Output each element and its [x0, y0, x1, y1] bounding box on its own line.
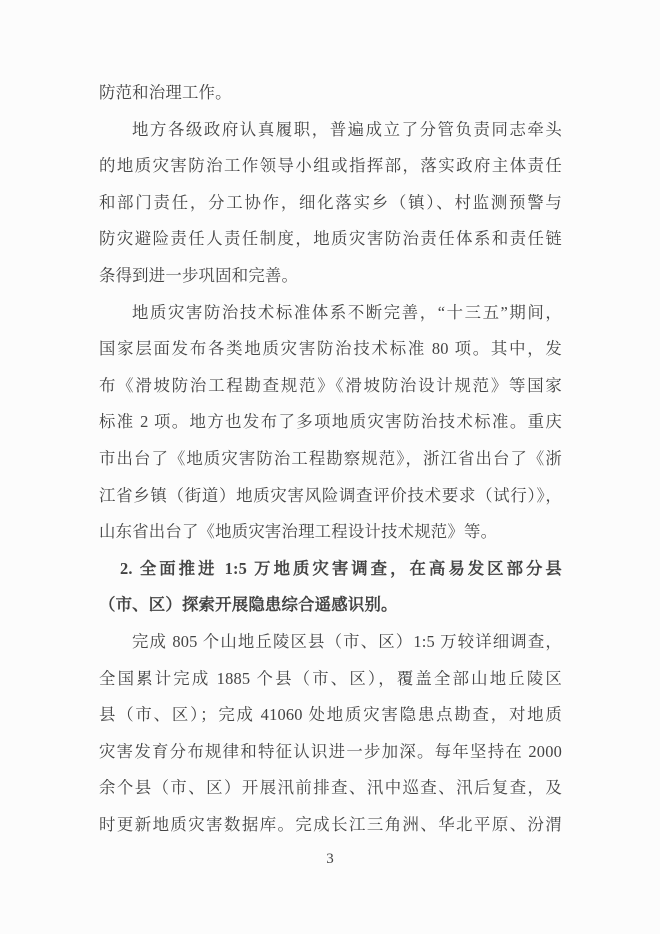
text-line: 县（市、区）；完成 41060 处地质灾害隐患点勘查，对地质: [99, 705, 562, 725]
text-line: 灾害发育分布规律和特征认识进一步加深。每年坚持在 2000: [99, 741, 562, 761]
text-line: 和部门责任，分工协作，细化落实乡（镇）、村监测预警与: [99, 192, 562, 212]
text-line: 防范和治理工作。: [99, 83, 232, 102]
text-line: （市、区）探索开展隐患综合遥感识别。: [99, 595, 398, 615]
text-line: 全国累计完成 1885 个县（市、区），覆盖全部山地丘陵区: [99, 668, 562, 688]
text-line: 的地质灾害防治工作领导小组或指挥部，落实政府主体责任: [99, 156, 562, 176]
text-line: 地方各级政府认真履职，普遍成立了分管负责同志牵头: [132, 119, 562, 139]
text-line: 条得到进一步巩固和完善。: [99, 265, 299, 285]
text-line: 市出台了《地质灾害防治工程勘察规范》，浙江省出台了《浙: [99, 448, 562, 468]
document-text: [99, 75, 562, 843]
page-number: 3: [326, 851, 334, 867]
text-line: 布《滑坡防治工程勘查规范》《滑坡防治设计规范》等国家: [99, 375, 562, 395]
text-line: 余个县（市、区）开展汛前排查、汛中巡查、汛后复查，及: [99, 778, 562, 798]
text-line: 地质灾害防治技术标准体系不断完善，“十三五”期间，: [132, 302, 562, 322]
text-line: 江省乡镇（街道）地质灾害风险调查评价技术要求（试行）》，: [99, 485, 562, 505]
text-line: 标准 2 项。地方也发布了多项地质灾害防治技术标准。重庆: [99, 412, 562, 432]
text-line: 完成 805 个山地丘陵区县（市、区）1:5 万较详细调查，: [132, 631, 562, 651]
text-line: 2. 全面推进 1:5 万地质灾害调查，在高易发区部分县: [120, 558, 562, 578]
text-line: 山东省出台了《地质灾害治理工程设计技术规范》等。: [99, 522, 498, 542]
text-line: 防灾避险责任人责任制度，地质灾害防治责任体系和责任链: [99, 229, 562, 249]
text-line: 时更新地质灾害数据库。完成长江三角洲、华北平原、汾渭: [99, 814, 562, 834]
text-line: 国家层面发布各类地质灾害防治技术标准 80 项。其中，发: [99, 339, 562, 359]
